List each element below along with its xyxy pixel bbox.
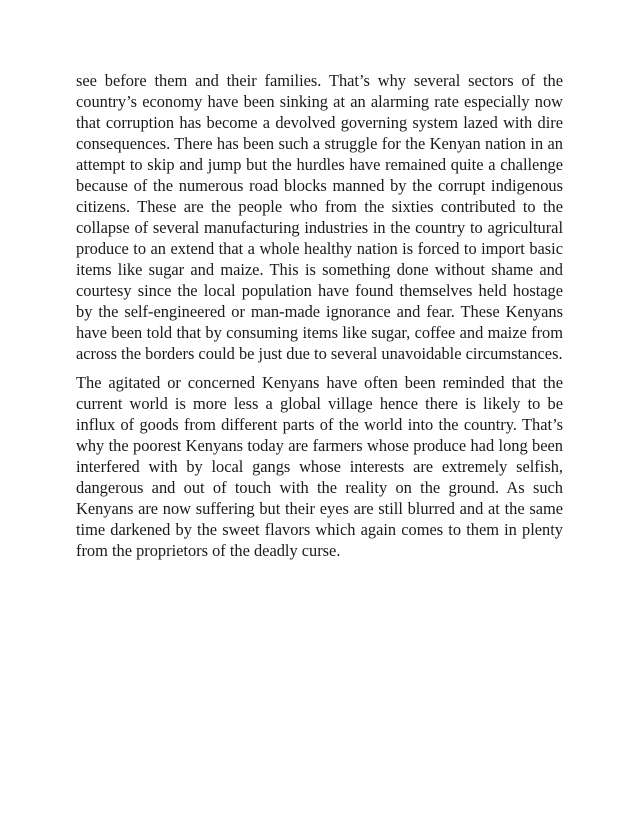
paragraph-1: see before them and their families. That’s why several sectors of the country’s economy have been sinking at an alarming rate especially now that corruption has become a devolved governing system lazed with dire consequences. There has been such a struggle for the Kenyan nation in an attempt to skip and jump but the hurdles have remained quite a challenge because of the numerous road blocks manned by the corrupt indigenous citizens. These are the people who from the sixties contributed to the collapse of several manufacturing industries in the country to agricultural produce to an extend that a whole healthy nation is forced to import basic items like sugar and maize. This is something done without shame and courtesy since the local population have found themselves held hostage by the self-engineered or man-made ignorance and fear. These Kenyans have been told that by consuming items like sugar, coffee and maize from across the borders could be just due to several unavoidable circumstances. <box>76 71 563 363</box>
document-page <box>76 70 563 561</box>
paragraph-2: The agitated or concerned Kenyans have often been reminded that the current world is more less a global village hence there is likely to be influx of goods from different parts of the world into the country. That’s why the poorest Kenyans today are farmers whose produce had long been interfered with by local gangs whose interests are extremely selfish, dangerous and out of touch with the reality on the ground. As such Kenyans are now suffering but their eyes are still blurred and at the same time darkened by the sweet flavors which again comes to them in plenty from the proprietors of the deadly curse. <box>76 373 563 560</box>
